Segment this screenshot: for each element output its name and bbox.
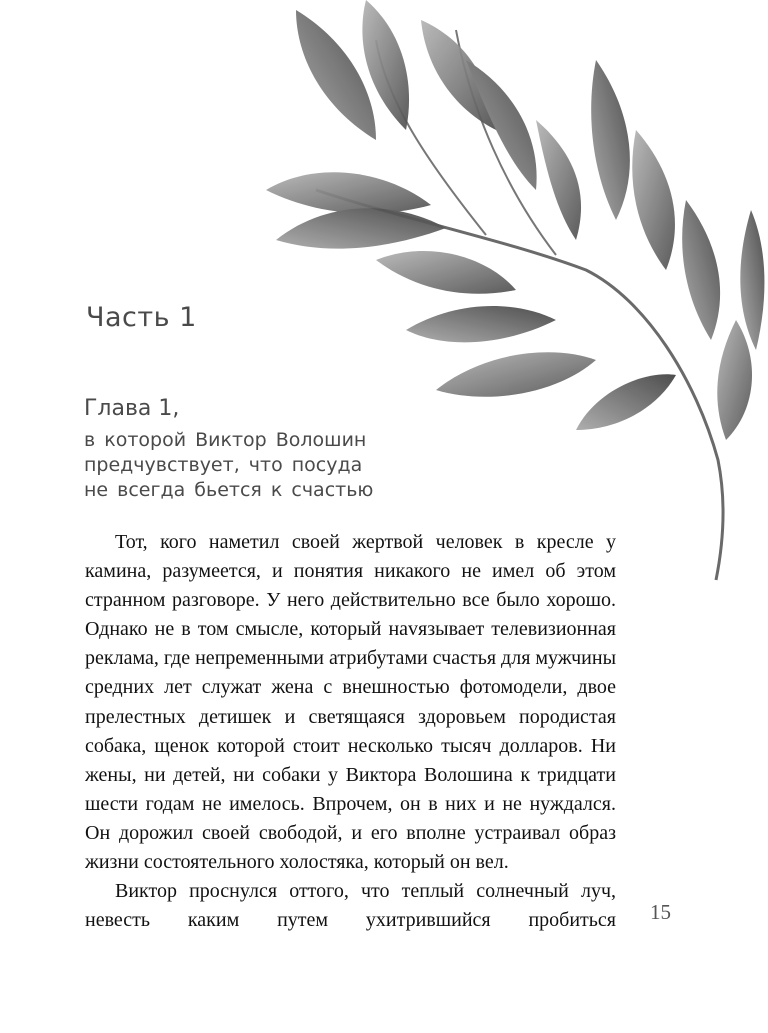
- chapter-heading: [84, 394, 373, 503]
- chapter-title: Глава 1,: [84, 396, 180, 421]
- paragraph: Тот, кого наметил своей жертвой человек в кресле у камина, разумеется, и понятия никакого не имел об этом странном разговоре. У него действительно все было хорошо. Однако не в том смысле, который наvязывает телевизионная реклама, где непременными атрибутами счастья для мужчины средних лет служат жена с внешностью фотомодели, двое прелестных детишек и светящаяся здоровьем породистая собака, щенок которой стоит несколько тысяч долларов. Ни жены, ни детей, ни собаки у Виктора Волошина к тридцати шести годам не имелось. Впрочем, он в них и не нуждался. Он дорожил своей свободой, и его вполне устраивал образ жизни состоятельного холостяка, который он вел.: [85, 531, 617, 874]
- chapter-subtitle-line: предчувствует, что посуда: [84, 454, 363, 476]
- page-number: 15: [650, 900, 671, 924]
- body-text: [85, 528, 616, 935]
- leaf-branch-illustration: [256, 0, 768, 600]
- part-title: Часть 1: [86, 302, 197, 333]
- chapter-subtitle-line: в которой Виктор Волошин: [84, 429, 367, 451]
- paragraph: Виктор проснулся оттого, что теплый солнечный луч, невесть каким путем ухитрившийся пробиться: [85, 880, 616, 932]
- chapter-subtitle-line: не всегда бьется к счастью: [84, 479, 374, 501]
